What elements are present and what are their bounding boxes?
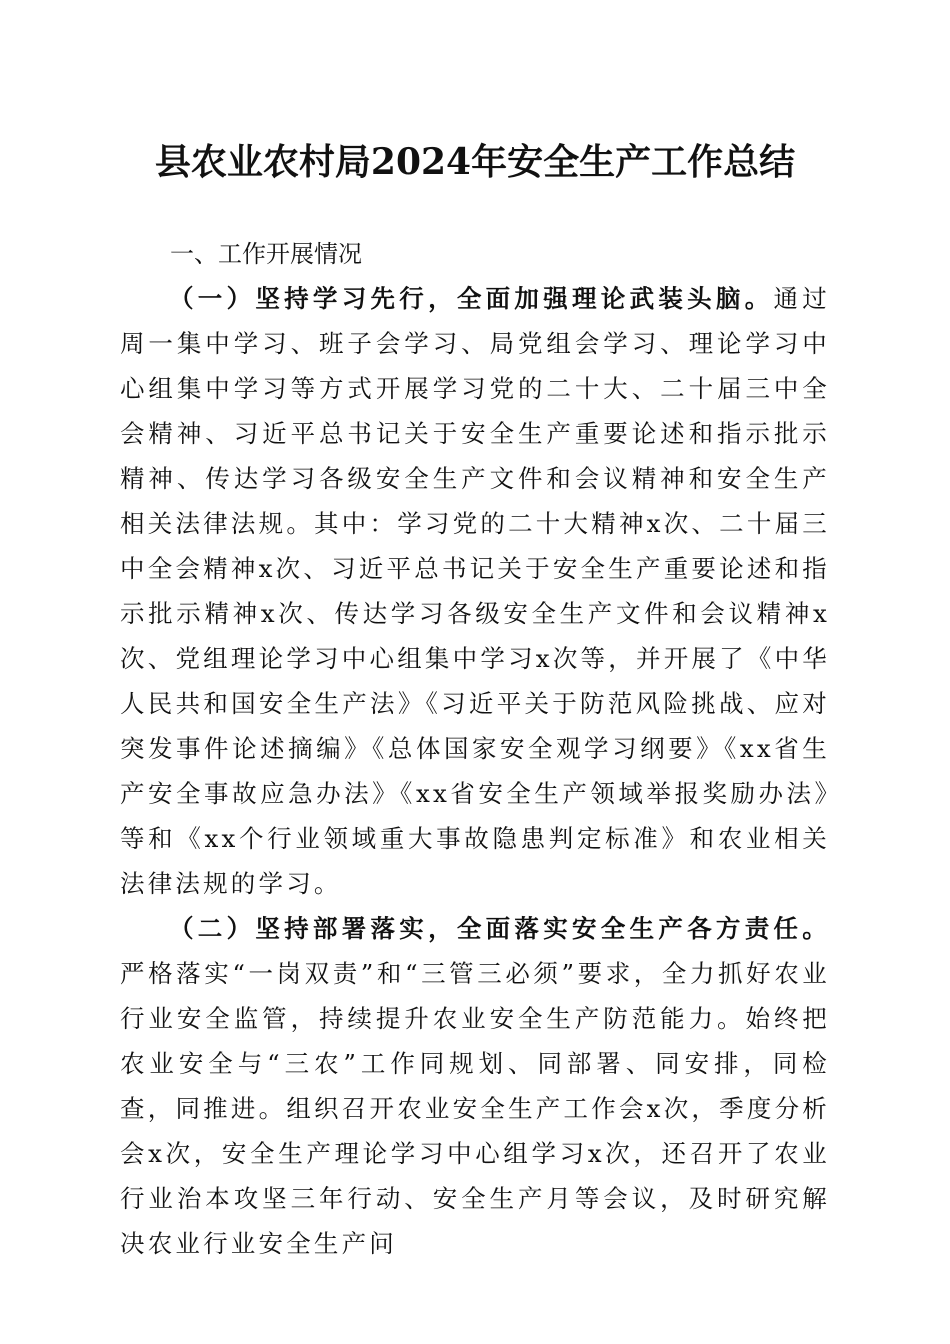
paragraph-lead: （一）坚持学习先行，全面加强理论武装头脑。	[169, 284, 774, 313]
paragraph-lead: （二）坚持部署落实，全面落实安全生产各方责任。	[169, 914, 830, 943]
section-heading-work-progress: 一、工作开展情况	[170, 240, 362, 268]
document-body	[120, 276, 830, 1266]
paragraph-text: 严格落实“一岗双责”和“三管三必须”要求，全力抓好农业行业安全监管，持续提升农业安全生产防范能力。始终把农业安全与“三农”工作同规划、同部署、同安排，同检查，同推进。组织召开农业安全生产工作会x次，季度分析会x次，安全生产理论学习中心组学习x次，还召开了农业行业治本攻坚三年行动、安全生产月等会议，及时研究解决农业行业安全生产问	[120, 959, 830, 1258]
paragraph-study-first	[120, 276, 830, 906]
paragraph-text: 通过周一集中学习、班子会学习、局党组会学习、理论学习中心组集中学习等方式开展学习党的二十大、二十届三中全会精神、习近平总书记关于安全生产重要论述和指示批示精神、传达学习各级安全生产文件和会议精神和安全生产相关法律法规。其中：学习党的二十大精神x次、二十届三中全会精神x次、习近平总书记关于安全生产重要论述和指示批示精神x次、传达学习各级安全生产文件和会议精神x次、党组理论学习中心组集中学习x次等，并开展了《中华人民共和国安全生产法》《习近平关于防范风险挑战、应对突发事件论述摘编》《总体国家安全观学习纲要》《xx省生产安全事故应急办法》《xx省安全生产领域举报奖励办法》等和《xx个行业领域重大事故隐患判定标准》和农业相关法律法规的学习。	[120, 284, 831, 898]
document-title: 县农业农村局2024年安全生产工作总结	[154, 141, 796, 183]
paragraph-deploy-implement	[120, 906, 830, 1266]
